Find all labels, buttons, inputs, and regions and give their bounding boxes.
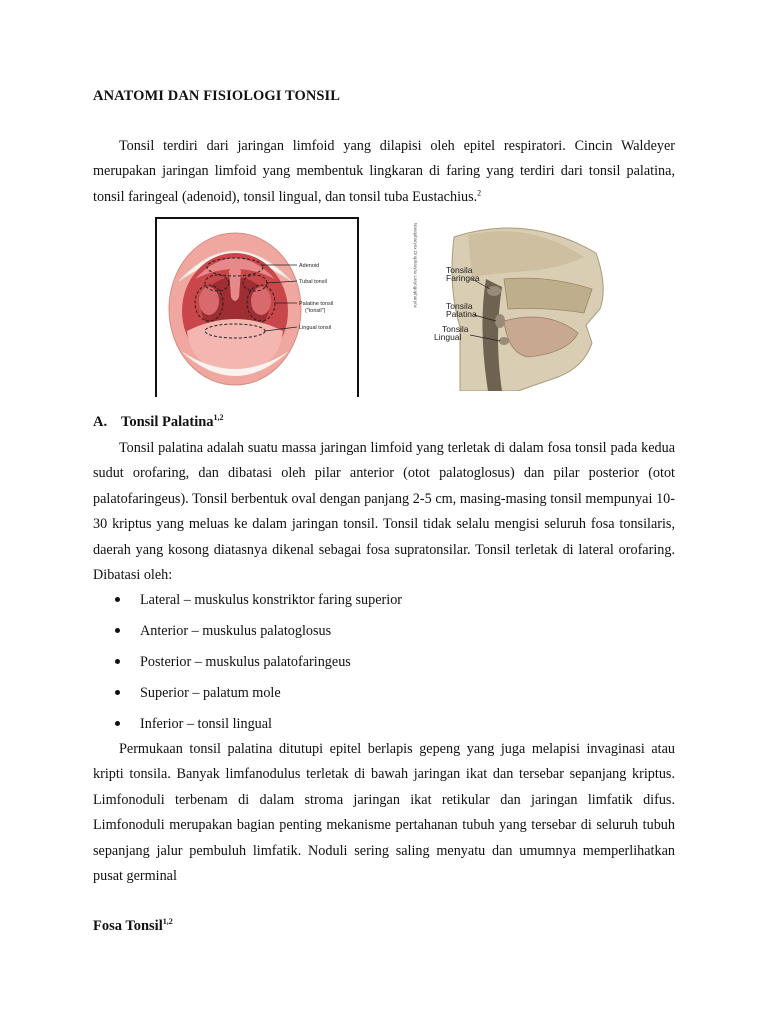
- section-a-citation: 1,2: [213, 413, 224, 423]
- label-tonsila-faringea-2: Faringea: [446, 273, 480, 283]
- bullet-icon: [115, 721, 120, 726]
- section-b-citation: 1,2: [162, 917, 173, 927]
- sagittal-illustration: [408, 217, 608, 391]
- list-item: [113, 651, 402, 682]
- bullet-icon: [115, 628, 120, 633]
- side-caption: Nasopharynx Oropharynx Laryngopharynx: [413, 223, 418, 308]
- mouth-illustration: [157, 219, 357, 397]
- label-tonsila-lingual-1: Tonsila: [442, 324, 469, 334]
- list-item-text: Anterior – muskulus palatoglosus: [140, 623, 332, 639]
- label-lingual-tonsil: Lingual tonsil: [299, 325, 332, 331]
- intro-text: Tonsil terdiri dari jaringan limfoid yang dilapisi oleh epitel respiratori. Cincin Waldeyer merupakan jaringan limfoid yang membentuk lingkaran di faring yang terdiri dari tonsil palatina, tonsil faringeal (adenoid), tonsil lingual, dan tonsil tuba Eustachius.: [93, 138, 675, 205]
- bullet-icon: [115, 690, 120, 695]
- list-item-text: Posterior – muskulus palatofaringeus: [140, 654, 351, 670]
- intro-paragraph: [93, 134, 675, 210]
- label-tonsila-faringea-1: Tonsila: [446, 265, 473, 275]
- sagittal-section-figure: [408, 217, 608, 391]
- list-item: [113, 589, 402, 620]
- list-item-text: Lateral – muskulus konstriktor faring superior: [140, 592, 403, 608]
- label-tonsila-lingual-2: Lingual: [434, 332, 462, 342]
- list-item-text: Inferior – tonsil lingual: [140, 716, 272, 732]
- section-a-title: Tonsil Palatina: [121, 414, 214, 430]
- bullet-icon: [115, 659, 120, 664]
- section-a-letter: A.: [93, 414, 108, 430]
- boundary-list: [113, 589, 402, 744]
- section-a-paragraph-2: Permukaan tonsil palatina ditutupi epitel berlapis gepeng yang juga melapisi invaginasi atau kripti tonsila. Banyak limfanodulus terletak di bawah jaringan ikat dan tersebar sepanjang kriptus. Limfonoduli terbenam di dalam stroma jaringan ikat retikular dan jaringan limfatik difus. Limfonoduli merupakan bagian penting mekanisme pertahanan tubuh yang tersebar di seluruh tubuh sepanjang jalur pembuluh limfatik. Noduli sering saling menyatu dan umumnya memperlihatkan pusat germinal: [93, 741, 675, 885]
- lingual-tonsil-shape: [499, 337, 509, 345]
- label-tonsila-palatina-2: Palatina: [446, 309, 477, 319]
- section-b-title: Fosa Tonsil: [93, 918, 163, 934]
- mouth-tonsils-figure: [155, 217, 359, 397]
- list-item-text: Superior – palatum mole: [140, 685, 281, 701]
- document-title: ANATOMI DAN FISIOLOGI TONSIL: [93, 88, 341, 104]
- pharyngeal-tonsil-shape: [487, 286, 501, 296]
- label-tubal-tonsil: Tubal tonsil: [299, 279, 327, 285]
- intro-citation: 2: [477, 188, 482, 198]
- list-item: [113, 682, 402, 713]
- section-a-paragraph: Tonsil palatina adalah suatu massa jaringan limfoid yang terletak di dalam fosa tonsil pada kedua sudut orofaring, dan dibatasi oleh pilar anterior (otot palatoglosus) dan pilar posterior (otot palatofaringeus). Tonsil berbentuk oval dengan panjang 2-5 cm, masing-masing tonsil mempunyai 10-30 kriptus yang meluas ke dalam jaringan tonsil. Tonsil tidak selalu mengisi seluruh fosa tonsilaris, daerah yang kosong diatasnya dikenal sebagai fosa supratonsilar. Tonsil terletak di lateral orofaring. Dibatasi oleh:: [93, 440, 675, 584]
- section-a-heading: [93, 414, 224, 431]
- section-b-heading: [93, 918, 173, 935]
- palatine-tonsil-shape: [495, 314, 505, 328]
- label-palatine-tonsil: Palatine tonsil: [299, 301, 334, 307]
- label-tonsila-palatina-1: Tonsila: [446, 301, 473, 311]
- label-palatine-tonsil-note: ("tonsil"): [305, 308, 326, 314]
- bullet-icon: [115, 597, 120, 602]
- label-adenoid: Adenoid: [299, 263, 320, 269]
- list-item: [113, 620, 402, 651]
